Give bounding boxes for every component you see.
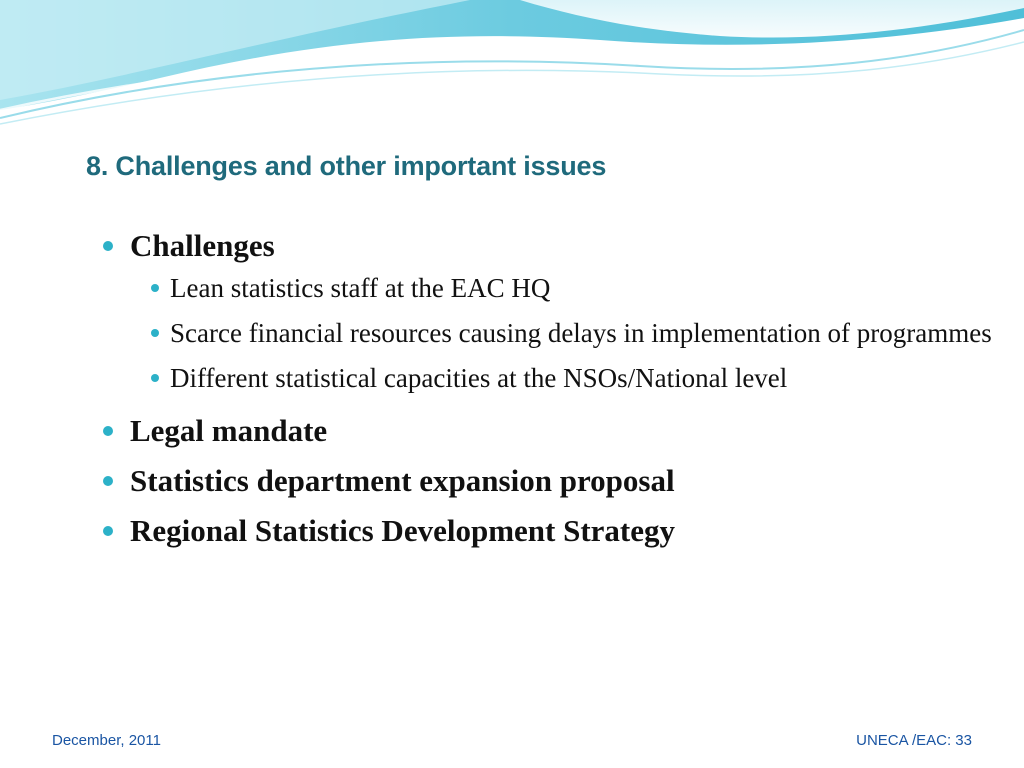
bullet-item-expansion-proposal xyxy=(96,463,996,499)
bullet-dot-icon xyxy=(103,476,113,486)
bullet-dot-icon xyxy=(151,374,159,382)
bullet-label: Challenges xyxy=(130,228,275,263)
sub-bullet-label: Scarce financial resources causing delays in implementation of programmes xyxy=(170,318,992,348)
bullet-dot-icon xyxy=(151,329,159,337)
title-number: 8 xyxy=(86,151,101,181)
sub-bullet-item xyxy=(146,360,996,397)
footer-page-number: UNECA /EAC: 33 xyxy=(856,732,972,749)
footer-date: December, 2011 xyxy=(52,732,161,749)
sub-bullet-label: Different statistical capacities at the NSOs/National level xyxy=(170,363,788,393)
header-wave-decoration xyxy=(0,0,1024,130)
bullet-list xyxy=(96,228,996,563)
slide-title xyxy=(86,146,966,186)
bullet-item-legal-mandate xyxy=(96,413,996,449)
bullet-label: Regional Statistics Development Strategy xyxy=(130,513,675,548)
sub-bullet-list xyxy=(146,270,996,397)
bullet-dot-icon xyxy=(103,241,113,251)
bullet-dot-icon xyxy=(103,426,113,436)
sub-bullet-item xyxy=(146,270,996,307)
bullet-dot-icon xyxy=(151,284,159,292)
bullet-item-challenges xyxy=(96,228,996,264)
sub-bullet-label: Lean statistics staff at the EAC HQ xyxy=(170,273,551,303)
bullet-label: Legal mandate xyxy=(130,413,328,448)
bullet-label: Statistics department expansion proposal xyxy=(130,463,675,498)
title-text: . Challenges and other important issues xyxy=(100,151,607,181)
bullet-item-development-strategy xyxy=(96,513,996,549)
sub-bullet-item xyxy=(146,315,996,352)
bullet-dot-icon xyxy=(103,526,113,536)
